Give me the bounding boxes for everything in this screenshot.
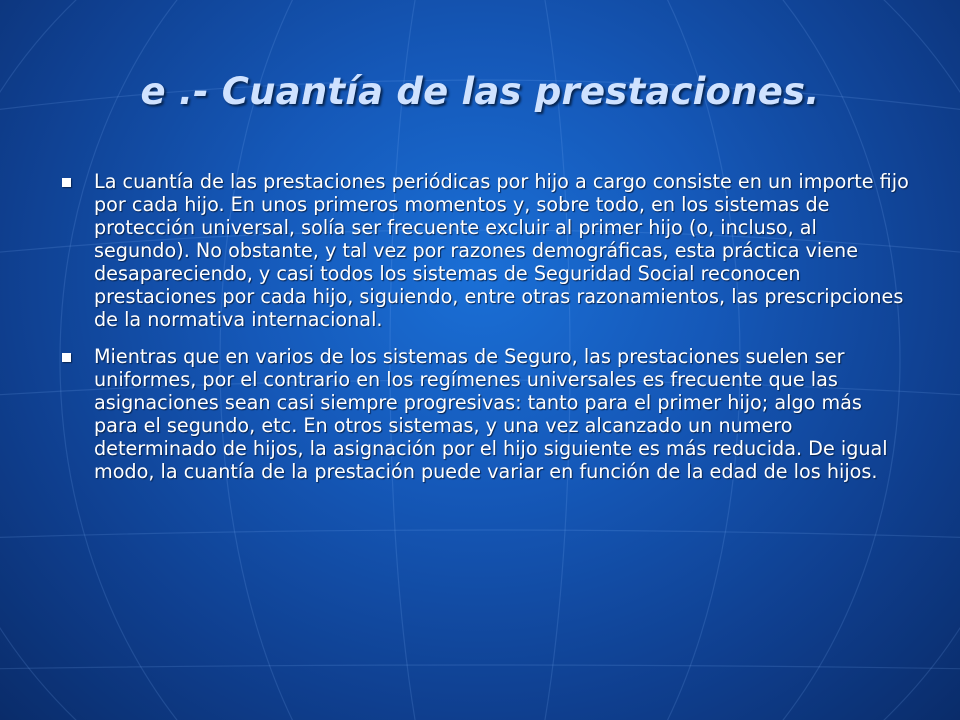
bullet-list	[60, 170, 910, 497]
bullet-item	[60, 170, 910, 331]
slide-title	[0, 70, 960, 113]
bullet-text: Mientras que en varios de los sistemas de Seguro, las prestaciones suelen ser uniformes, por el contrario en los regímenes universales es frecuente que las asignaciones sean casi siempre progresivas: tanto para el primer hijo; algo más para el segundo, etc. En otros sistemas, y una vez alcanzado un numero determinado de hijos, la asignación por el hijo siguiente es más reducida. De igual modo, la cuantía de la prestación puede variar en función de la edad de los hijos.	[94, 345, 888, 483]
square-bullet-icon	[62, 353, 71, 362]
bullet-text: La cuantía de las prestaciones periódicas por hijo a cargo consiste en un importe fijo por cada hijo. En unos primeros momentos y, sobre todo, en los sistemas de protección universal, solía ser frecuente excluir al primer hijo (o, incluso, al segundo). No obstante, y tal vez por razones demográficas, esta práctica viene desapareciendo, y casi todos los sistemas de Seguridad Social reconocen prestaciones por cada hijo, siguiendo, entre otras razonamientos, las prescripciones de la normativa internacional.	[94, 170, 909, 331]
bullet-item	[60, 345, 910, 483]
square-bullet-icon	[62, 178, 71, 187]
slide-title-text: e .- Cuantía de las prestaciones.	[140, 70, 820, 113]
